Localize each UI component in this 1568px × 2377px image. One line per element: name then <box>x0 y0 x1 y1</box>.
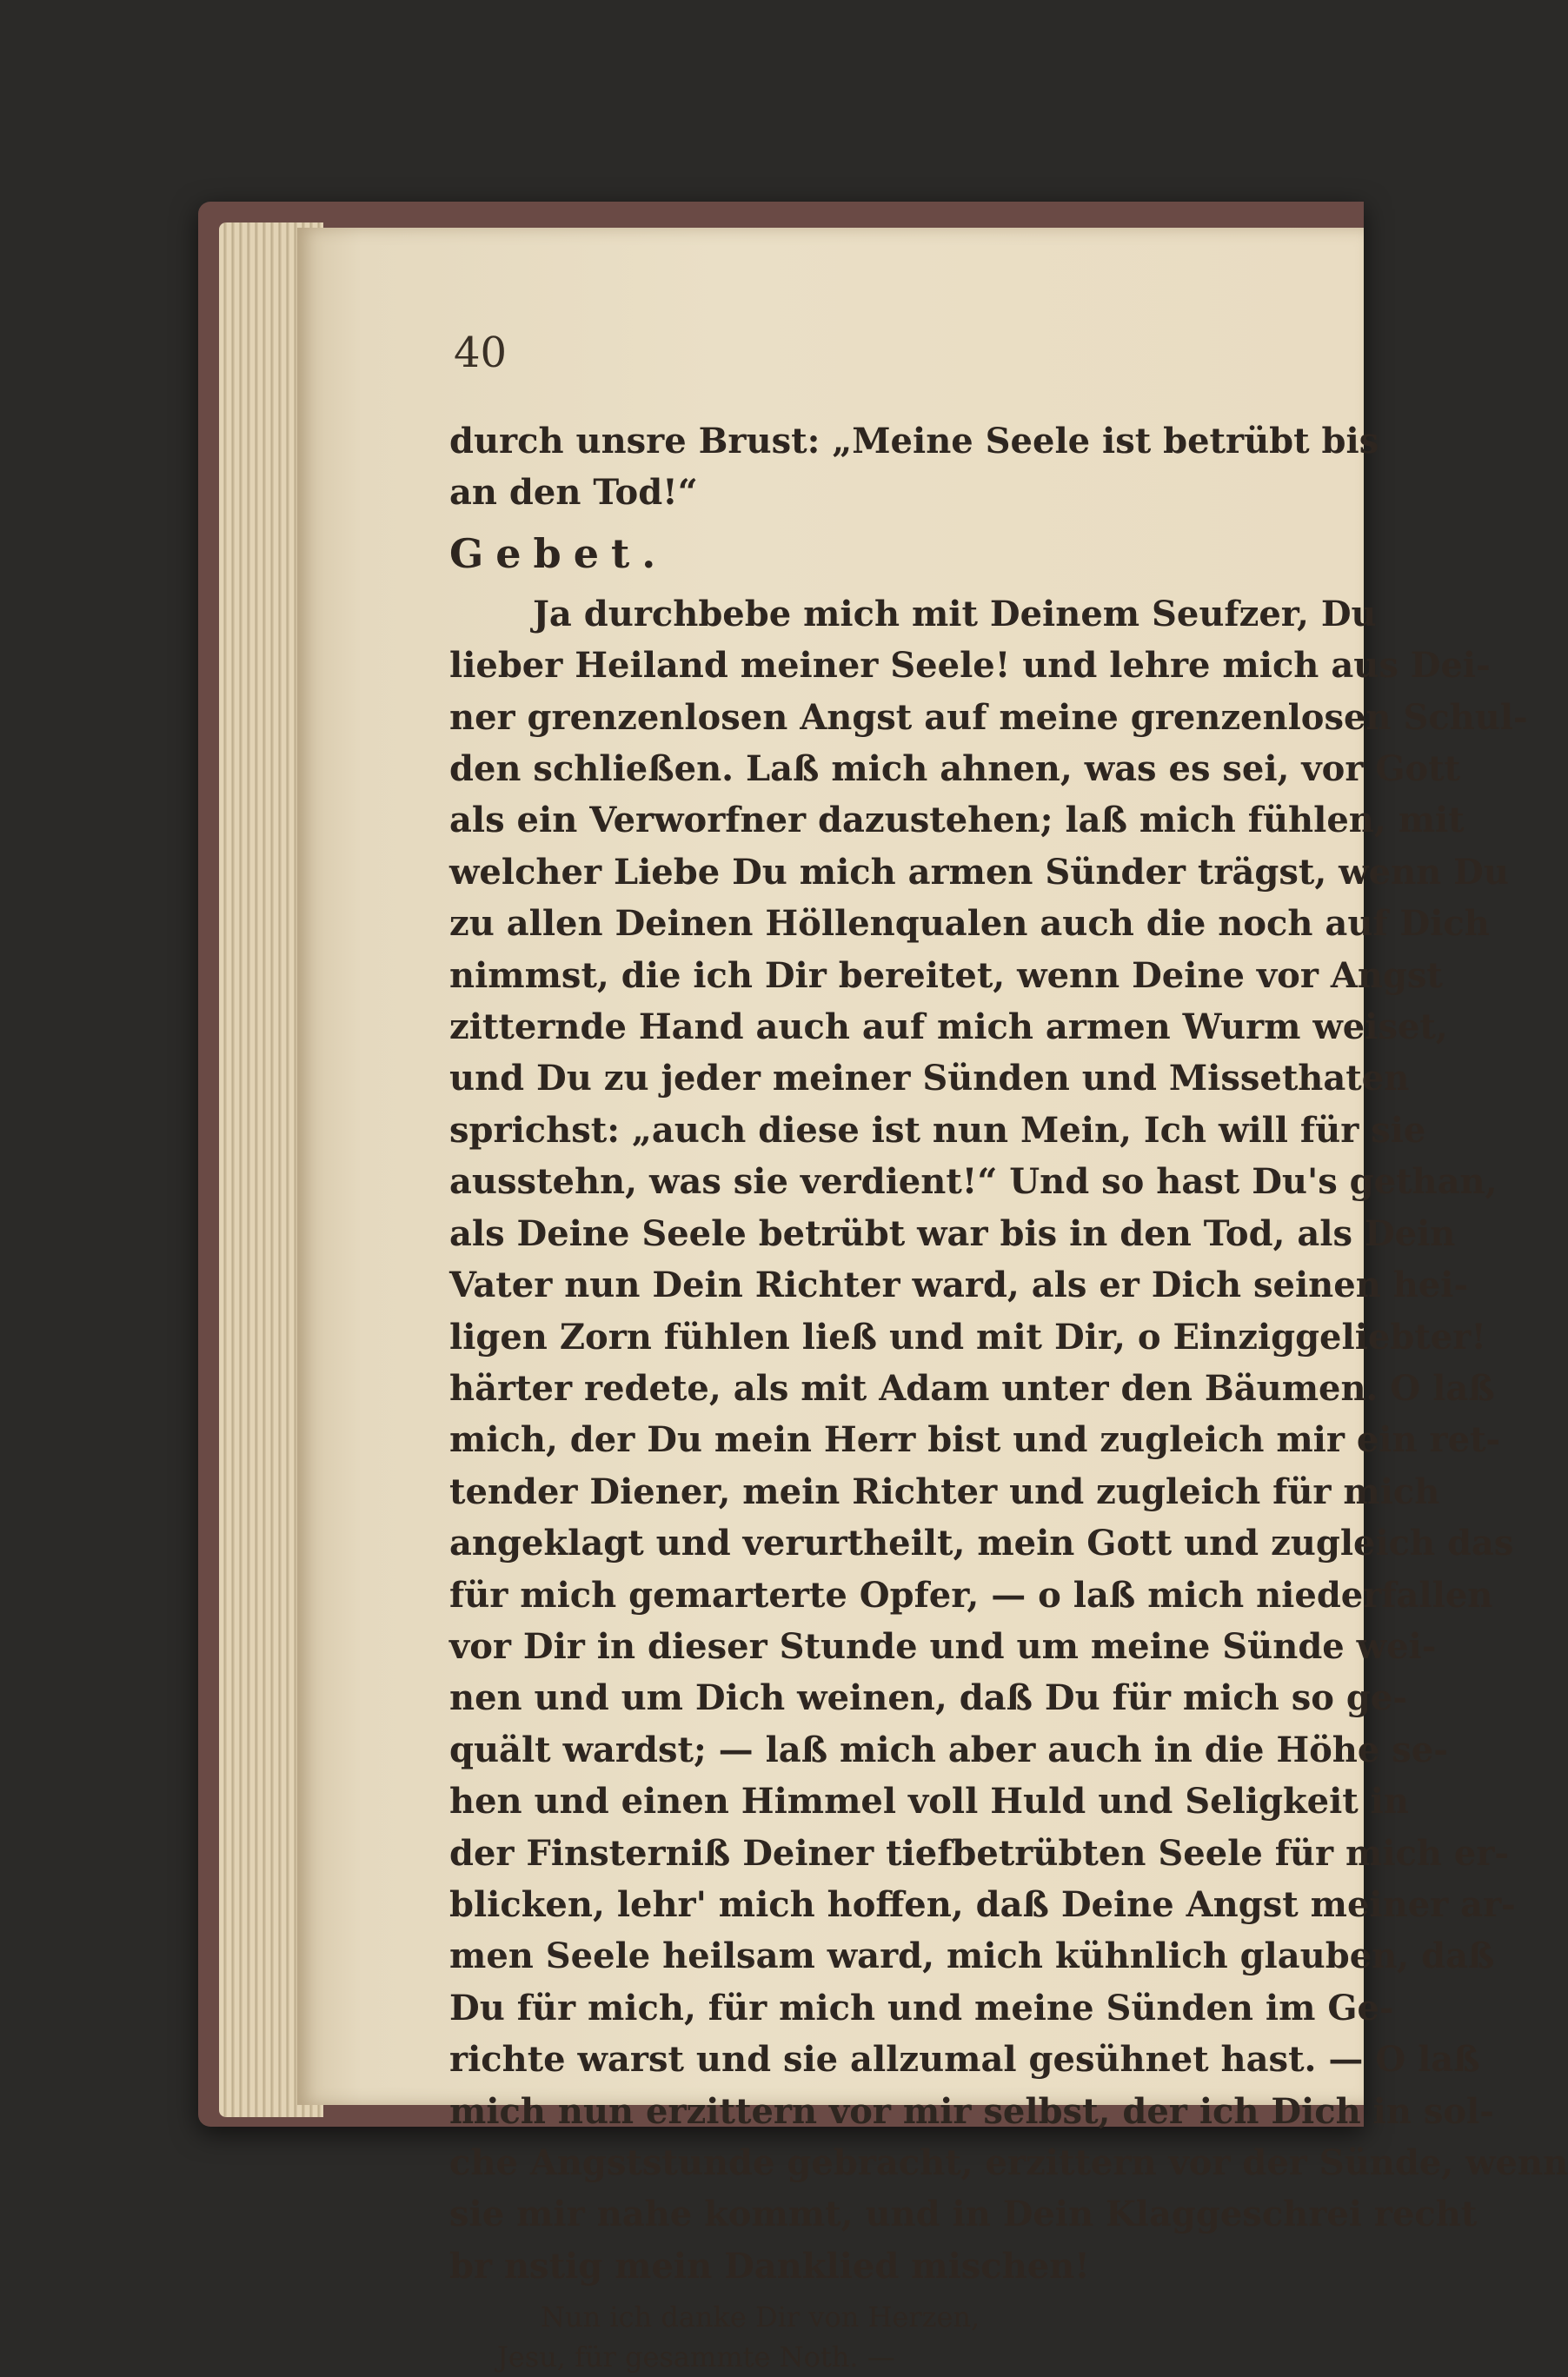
text-line: sprichst: „auch diese ist nun Mein, Ich will für sie <box>449 1109 1426 1151</box>
text-line: quält wardst; — laß mich aber auch in die Höhe se- <box>449 1729 1448 1770</box>
verse-line: Jesu, für gesammte Noth. — <box>497 2340 895 2374</box>
text-line: als Deine Seele betrübt war bis in den Tod, als Dein <box>449 1212 1456 1254</box>
text-line: mich, der Du mein Herr bist und zugleich mir ein ret- <box>449 1419 1501 1461</box>
text-line: härter redete, als mit Adam unter den Bäumen. O laß <box>449 1367 1495 1409</box>
text-line: zu allen Deinen Höllenqualen auch die noch auf Dich <box>449 903 1490 945</box>
text-line: Vater nun Dein Richter ward, als er Dich seinen hei- <box>449 1265 1469 1306</box>
page-number: 40 <box>454 329 508 377</box>
text-line: und Du zu jeder meiner Sünden und Missethaten <box>449 1058 1410 1099</box>
text-line: angeklagt und verurtheilt, mein Gott und zugleich das <box>449 1523 1514 1564</box>
text-line: Du für mich, für mich und meine Sünden im Ge- <box>449 1987 1394 2028</box>
hymn-verse <box>449 2297 1245 2377</box>
text-line: vor Dir in dieser Stunde und um meine Sünde wei- <box>449 1625 1437 1667</box>
text-line: br nstig mein Danklied mischen! <box>449 2245 1090 2287</box>
text-line: der Finsterniß Deiner tiefbetrübten Seele für mich er- <box>449 1832 1510 1874</box>
text-line: richte warst und sie allzumal gesühnet hast. — O laß <box>449 2039 1480 2081</box>
text-line: sie mir nahe kommt, und in Dein Klaggeschrei recht <box>449 2194 1478 2235</box>
text-line: tender Diener, mein Richter und zugleich für mich <box>449 1471 1440 1512</box>
text-line: als ein Verworfner dazustehen; laß mich fühlen, mit <box>449 800 1465 841</box>
text-line: an den Tod!“ <box>449 472 698 514</box>
verse-line: Nun ich danke Dir von Herzen, <box>541 2301 980 2334</box>
text-line: welcher Liebe Du mich armen Sünder trägst, wenn Du <box>449 851 1509 893</box>
text-line: nimmst, die ich Dir bereitet, wenn Deine vor Angst <box>449 954 1443 996</box>
page-text <box>449 415 1568 2377</box>
text-line: zitternde Hand auch auf mich armen Wurm weiset, <box>449 1006 1448 1048</box>
text-line: men Seele heilsam ward, mich kühnlich glauben, daß <box>449 1935 1495 1977</box>
text-line: ausstehn, was sie verdient!“ Und so hast Du's gethan, <box>449 1161 1498 1203</box>
text-line: den schließen. Laß mich ahnen, was es sei, vor Gott <box>449 748 1461 790</box>
text-line: lieber Heiland meiner Seele! und lehre mich aus Dei- <box>449 645 1491 687</box>
intro-text <box>449 415 1379 519</box>
text-line: mich nun erzittern vor mir selbst, der ich Dich in sol- <box>449 2090 1494 2132</box>
text-line: Ja durchbebe mich mit Deinem Seufzer, Du <box>533 593 1377 634</box>
section-heading: Gebet. <box>449 529 668 577</box>
text-line: nen und um Dich weinen, daß Du für mich so ge- <box>449 1677 1407 1719</box>
text-line: für mich gemarterte Opfer, — o laß mich niederfallen <box>449 1574 1493 1616</box>
text-line: che Angststunde gebracht, erzittern vor der Sünde, wenn <box>449 2142 1568 2183</box>
text-line: ner grenzenlosen Angst auf meine grenzenlosen Schul- <box>449 696 1528 738</box>
text-line: blicken, lehr' mich hoffen, daß Deine Angst meiner ar- <box>449 1883 1516 1925</box>
text-line: durch unsre Brust: „Meine Seele ist betrübt bis <box>449 421 1379 461</box>
prayer-text <box>449 588 1568 2292</box>
text-line: ligen Zorn fühlen ließ und mit Dir, o Einziggeliebter! <box>449 1316 1486 1358</box>
text-line: hen und einen Himmel voll Huld und Seligkeit in <box>449 1781 1409 1823</box>
